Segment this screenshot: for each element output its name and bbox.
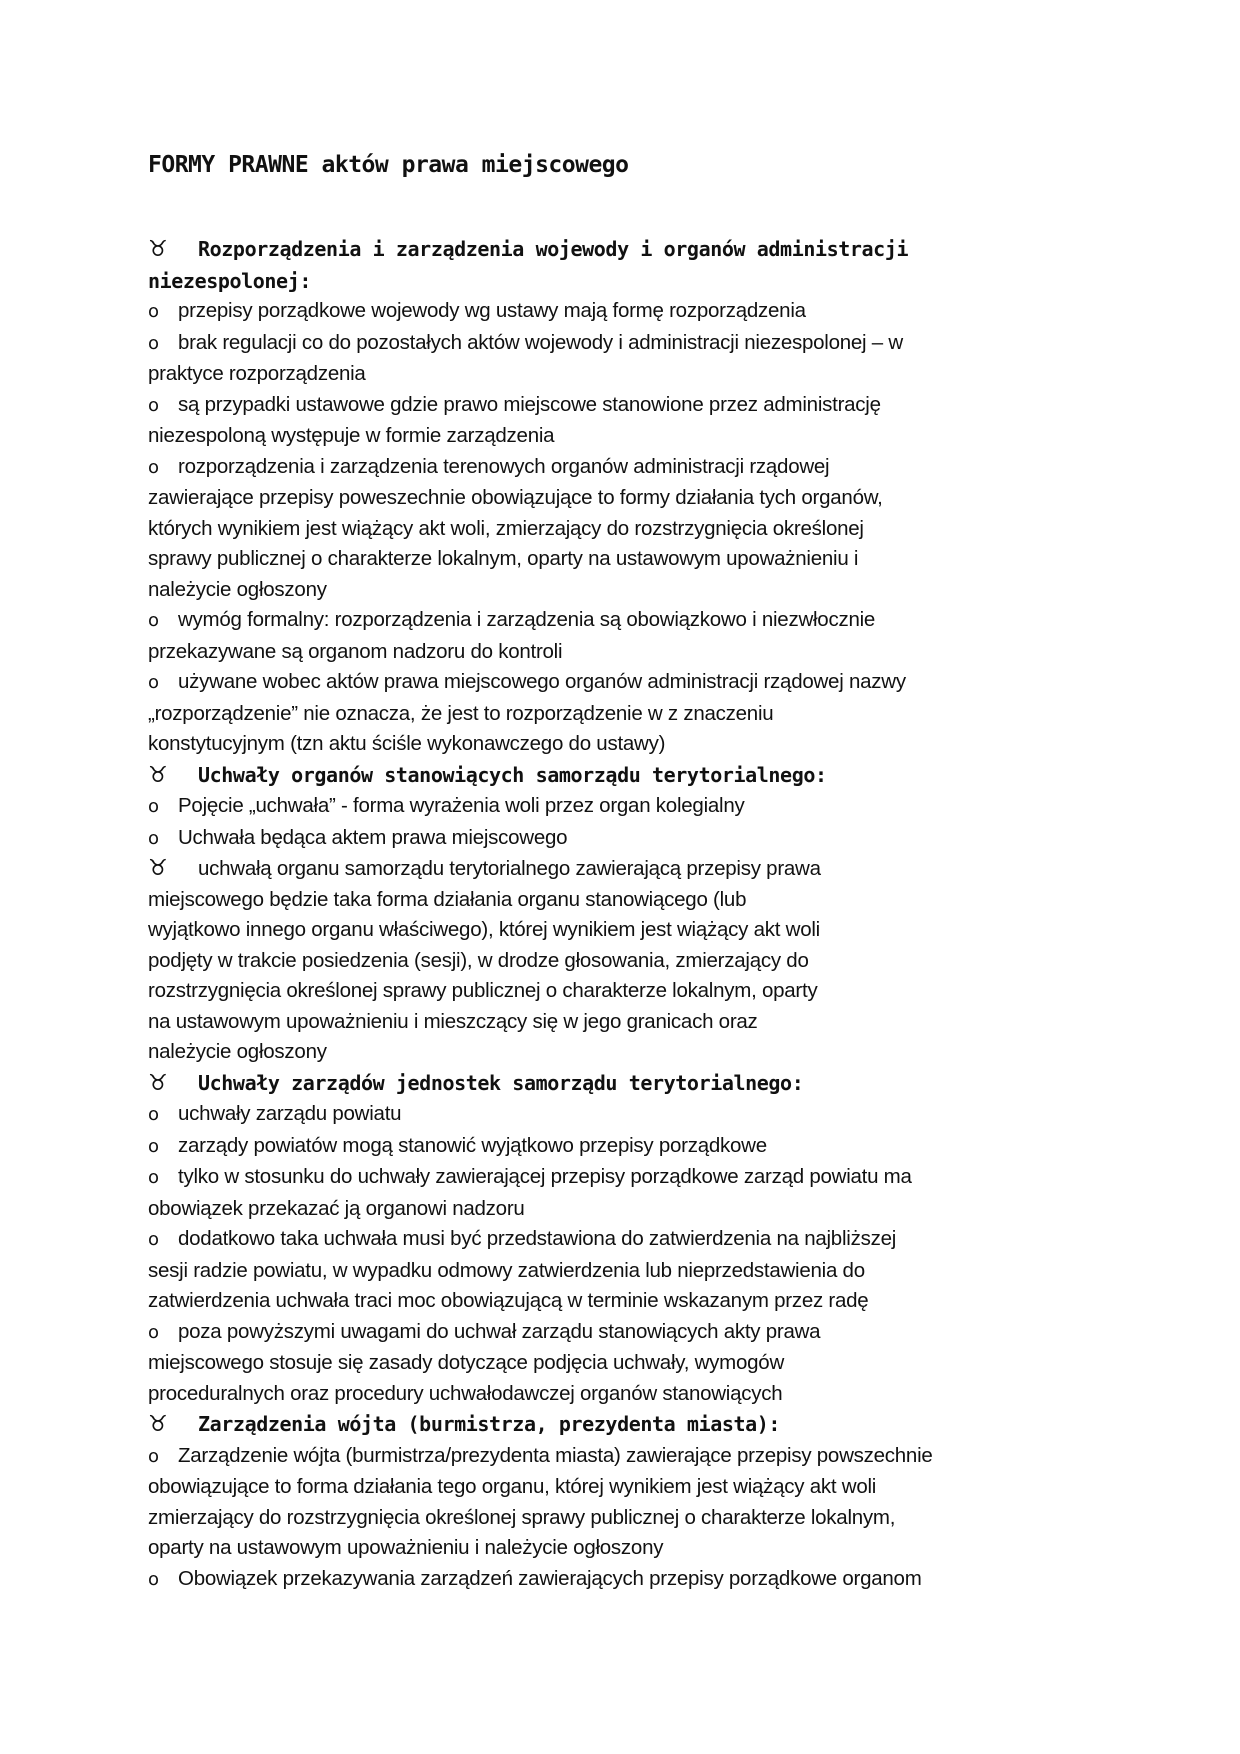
section-heading-text: Rozporządzenia i zarządzenia wojewody i organów administracji bbox=[198, 237, 909, 261]
circle-bullet-icon: o bbox=[148, 672, 159, 693]
list-item-text: tylko w stosunku do uchwały zawierającej przepisy porządkowe zarząd powiatu ma bbox=[178, 1165, 912, 1188]
list-item-text: Zarządzenie wójta (burmistrza/prezydenta miasta) zawierające przepisy powszechnie bbox=[178, 1443, 933, 1467]
line-text: zatwierdzenia uchwała traci moc obowiązującą w terminie wskazanym przez radę bbox=[148, 1289, 869, 1312]
definition-paragraph bbox=[148, 854, 1068, 885]
section-heading bbox=[148, 1068, 1068, 1100]
text-line bbox=[148, 1348, 1068, 1379]
line-text: niezespoloną występuje w formie zarządzenia bbox=[148, 424, 555, 447]
list-item bbox=[148, 296, 1068, 328]
taurus-bullet-icon: ♉ bbox=[148, 237, 168, 262]
line-text: na ustawowym upoważnieniu i mieszczący się w jego granicach oraz bbox=[148, 1009, 758, 1033]
section-heading-text: Uchwały organów stanowiących samorządu terytorialnego: bbox=[198, 762, 827, 787]
line-text: zawierające przepisy poweszechnie obowiązujące to formy działania tych organów, bbox=[148, 486, 883, 509]
circle-bullet-icon: o bbox=[148, 1229, 159, 1250]
text-line bbox=[148, 976, 1068, 1007]
text-line bbox=[148, 1503, 1068, 1534]
circle-bullet-icon: o bbox=[148, 1167, 159, 1188]
list-item-text: Obowiązek przekazywania zarządzeń zawierających przepisy porządkowe organom bbox=[178, 1566, 922, 1590]
text-line bbox=[148, 483, 1068, 514]
list-item bbox=[148, 823, 1068, 855]
list-item bbox=[148, 1441, 1068, 1473]
document-title: FORMY PRAWNE aktów prawa miejscowego bbox=[148, 152, 629, 178]
list-item bbox=[148, 1317, 1068, 1349]
text-line bbox=[148, 885, 1068, 916]
line-text: sesji radzie powiatu, w wypadku odmowy zatwierdzenia lub nieprzedstawienia do bbox=[148, 1258, 865, 1282]
line-text: których wynikiem jest wiążący akt woli, zmierzający do rozstrzygnięcia określonej bbox=[148, 516, 864, 540]
line-text: wyjątkowo innego organu właściwego), której wynikiem jest wiążący akt woli bbox=[148, 918, 820, 941]
section-heading bbox=[148, 1409, 1068, 1441]
text-line bbox=[148, 637, 1068, 668]
text-line bbox=[148, 946, 1068, 977]
list-item bbox=[148, 390, 1068, 422]
list-item bbox=[148, 1224, 1068, 1256]
text-line bbox=[148, 1379, 1068, 1410]
text-line bbox=[148, 1007, 1068, 1038]
text-line bbox=[148, 575, 1068, 606]
line-text: podjęty w trakcie posiedzenia (sesji), w drodze głosowania, zmierzający do bbox=[148, 948, 809, 972]
circle-bullet-icon: o bbox=[148, 1104, 159, 1125]
line-text: przekazywane są organom nadzoru do kontroli bbox=[148, 639, 563, 663]
section-heading-text: Zarządzenia wójta (burmistrza, prezydenta miasta): bbox=[198, 1412, 781, 1436]
circle-bullet-icon: o bbox=[148, 394, 159, 416]
text-line bbox=[148, 699, 1068, 730]
list-item-text: uchwały zarządu powiatu bbox=[178, 1102, 402, 1125]
circle-bullet-icon: o bbox=[148, 332, 159, 354]
circle-bullet-icon: o bbox=[148, 1445, 159, 1467]
section-heading bbox=[148, 234, 1068, 266]
section-heading-continuation bbox=[148, 266, 1068, 297]
list-item bbox=[148, 452, 1068, 484]
circle-bullet-icon: o bbox=[148, 1135, 159, 1157]
circle-bullet-icon: o bbox=[148, 456, 159, 478]
line-text: miejscowego będzie taka forma działania organu stanowiącego (lub bbox=[148, 887, 747, 911]
line-text: sprawy publicznej o charakterze lokalnym, oparty na ustawowym upoważnieniu i bbox=[148, 547, 859, 570]
list-item bbox=[148, 605, 1068, 637]
line-text: miejscowego stosuje się zasady dotyczące podjęcia uchwały, wymogów bbox=[148, 1351, 785, 1374]
list-item bbox=[148, 1564, 1068, 1596]
circle-bullet-icon: o bbox=[148, 796, 159, 817]
list-item-text: dodatkowo taka uchwała musi być przedstawiona do zatwierdzenia na najbliższej bbox=[178, 1227, 897, 1250]
list-item-text: rozporządzenia i zarządzenia terenowych organów administracji rządowej bbox=[178, 454, 830, 478]
circle-bullet-icon: o bbox=[148, 610, 159, 631]
list-item-text: używane wobec aktów prawa miejscowego organów administracji rządowej nazwy bbox=[178, 670, 906, 693]
text-line bbox=[148, 1472, 1068, 1503]
list-item bbox=[148, 328, 1068, 360]
list-item-text: są przypadki ustawowe gdzie prawo miejscowe stanowione przez administrację bbox=[178, 392, 881, 416]
line-text: proceduralnych oraz procedury uchwałodawczej organów stanowiących bbox=[148, 1381, 783, 1405]
paragraph-text: uchwałą organu samorządu terytorialnego zawierającą przepisy prawa bbox=[198, 857, 821, 880]
text-line bbox=[148, 359, 1068, 390]
list-item-text: przepisy porządkowe wojewody wg ustawy mają formę rozporządzenia bbox=[178, 299, 806, 322]
list-item bbox=[148, 791, 1068, 823]
list-item-text: wymóg formalny: rozporządzenia i zarządzenia są obowiązkowo i niezwłocznie bbox=[178, 608, 876, 631]
section-heading-text: niezespolonej: bbox=[148, 268, 311, 293]
list-item bbox=[148, 1131, 1068, 1163]
list-item-text: Pojęcie „uchwała” - forma wyrażenia woli przez organ kolegialny bbox=[178, 794, 745, 817]
list-item bbox=[148, 667, 1068, 699]
line-text: należycie ogłoszony bbox=[148, 1040, 327, 1063]
section-heading bbox=[148, 760, 1068, 792]
line-text: obowiązek przekazać ją organowi nadzoru bbox=[148, 1196, 525, 1220]
taurus-bullet-icon: ♉ bbox=[148, 856, 168, 881]
circle-bullet-icon: o bbox=[148, 827, 159, 849]
list-item bbox=[148, 1099, 1068, 1131]
line-text: rozstrzygnięcia określonej sprawy publicznej o charakterze lokalnym, oparty bbox=[148, 979, 818, 1002]
text-line bbox=[148, 1037, 1068, 1068]
line-text: oparty na ustawowym upoważnieniu i należycie ogłoszony bbox=[148, 1536, 664, 1559]
text-line bbox=[148, 1194, 1068, 1225]
text-line bbox=[148, 514, 1068, 545]
circle-bullet-icon: o bbox=[148, 301, 159, 322]
line-text: praktyce rozporządzenia bbox=[148, 362, 366, 385]
text-line bbox=[148, 915, 1068, 946]
taurus-bullet-icon: ♉ bbox=[148, 1070, 168, 1096]
line-text: należycie ogłoszony bbox=[148, 577, 327, 601]
line-text: zmierzający do rozstrzygnięcia określonej sprawy publicznej o charakterze lokalnym, bbox=[148, 1505, 896, 1529]
list-item bbox=[148, 1162, 1068, 1194]
text-line bbox=[148, 421, 1068, 452]
text-line bbox=[148, 1256, 1068, 1287]
line-text: obowiązujące to forma działania tego organu, której wynikiem jest wiążący akt woli bbox=[148, 1475, 877, 1498]
list-item-text: Uchwała będąca aktem prawa miejscowego bbox=[178, 825, 568, 849]
line-text: konstytucyjnym (tzn aktu ściśle wykonawczego do ustawy) bbox=[148, 732, 666, 755]
circle-bullet-icon: o bbox=[148, 1568, 159, 1590]
list-item-text: poza powyższymi uwagami do uchwał zarządu stanowiących akty prawa bbox=[178, 1319, 821, 1343]
list-item-text: brak regulacji co do pozostałych aktów wojewody i administracji niezespolonej – w bbox=[178, 330, 903, 354]
section-heading-text: Uchwały zarządów jednostek samorządu terytorialnego: bbox=[198, 1070, 804, 1095]
text-line bbox=[148, 1533, 1068, 1564]
text-line bbox=[148, 544, 1068, 575]
text-line bbox=[148, 729, 1068, 760]
list-item-text: zarządy powiatów mogą stanowić wyjątkowo przepisy porządkowe bbox=[178, 1133, 767, 1157]
taurus-bullet-icon: ♉ bbox=[148, 1412, 168, 1437]
document-page bbox=[148, 150, 1068, 1595]
circle-bullet-icon: o bbox=[148, 1321, 159, 1343]
taurus-bullet-icon: ♉ bbox=[148, 762, 168, 788]
text-line bbox=[148, 1286, 1068, 1317]
line-text: „rozporządzenie” nie oznacza, że jest to rozporządzenie w z znaczeniu bbox=[148, 701, 774, 725]
document-body bbox=[148, 234, 1068, 1595]
